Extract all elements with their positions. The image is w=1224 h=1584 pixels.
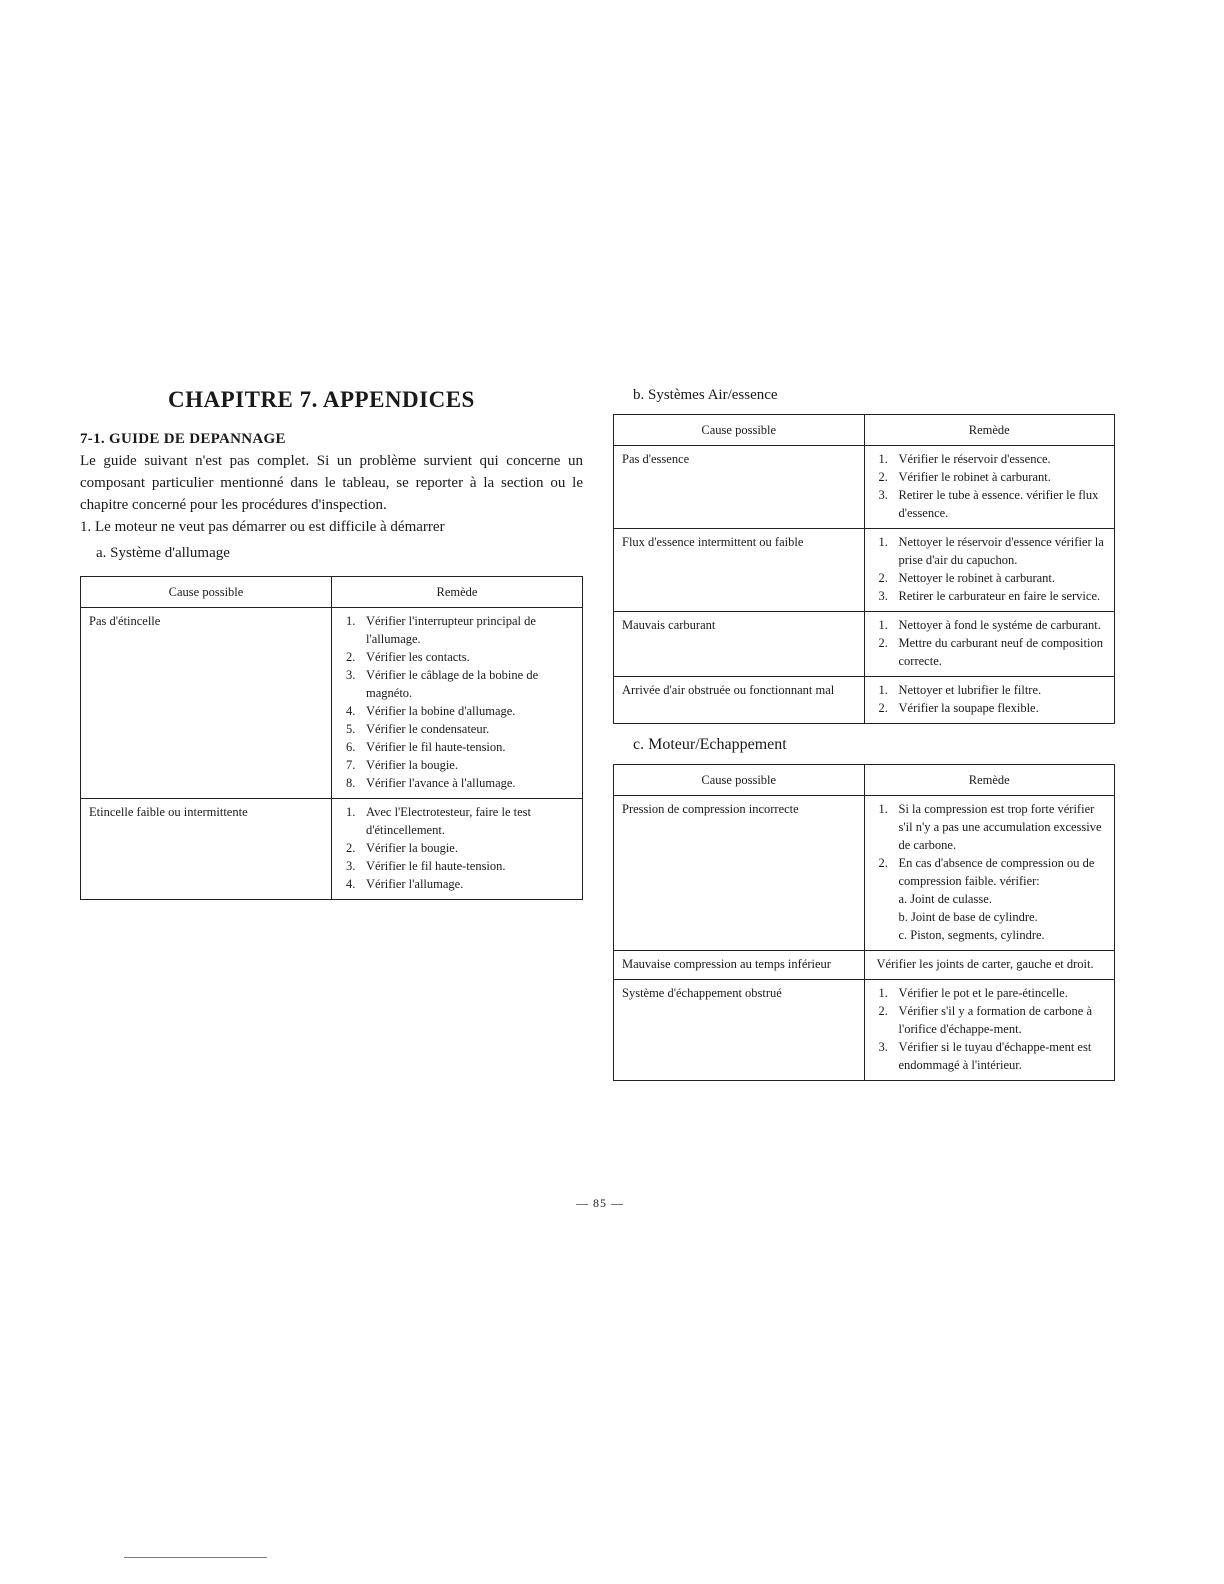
table-row: [614, 612, 1115, 677]
remedy-item: 2. Mettre du carburant neuf de composition correcte.: [878, 636, 1103, 668]
remedy-cell: [332, 608, 583, 799]
table-row: [81, 799, 583, 900]
table-row: [614, 796, 1115, 951]
cause-cell: Mauvaise compression au temps inférieur: [614, 951, 865, 980]
remedy-item: 4. Vérifier l'allumage.: [346, 877, 464, 891]
remedy-item: 3. Retirer le tube à essence. vérifier le flux d'essence.: [878, 488, 1099, 520]
cause-cell: Système d'échappement obstrué: [614, 980, 865, 1081]
remedy-item: 1. Vérifier le pot et le pare-étincelle.: [878, 986, 1068, 1000]
remedy-item: 8. Vérifier l'avance à l'allumage.: [346, 776, 516, 790]
remedy-cell: [864, 677, 1115, 724]
table-row: [614, 980, 1115, 1081]
problem-heading: 1. Le moteur ne veut pas démarrer ou est difficile à démarrer: [80, 519, 445, 535]
subsection-a-heading: a. Système d'allumage: [96, 545, 230, 561]
engine-exhaust-table: [613, 764, 1115, 1081]
cause-cell: Pas d'essence: [614, 446, 865, 529]
remedy-item: 1. Nettoyer et lubrifier le filtre.: [878, 683, 1042, 697]
table-row: [614, 446, 1115, 529]
column-header-remedy: Remède: [864, 415, 1115, 446]
cause-cell: Pas d'étincelle: [81, 608, 332, 799]
remedy-item: 1. Nettoyer à fond le systéme de carburant.: [878, 618, 1101, 632]
remedy-item: 2. Vérifier la bougie.: [346, 841, 458, 855]
sub-list: [879, 890, 1107, 944]
remedy-item: 5. Vérifier le condensateur.: [346, 722, 490, 736]
cause-cell: Pression de compression incorrecte: [614, 796, 865, 951]
remedy-item: 3. Vérifier si le tuyau d'échappe-ment est endommagé à l'intérieur.: [878, 1040, 1092, 1072]
column-header-remedy: Remède: [864, 765, 1115, 796]
remedy-item: 2. Vérifier les contacts.: [346, 650, 470, 664]
remedy-cell: Vérifier les joints de carter, gauche et droit.: [864, 951, 1115, 980]
remedy-item: 2. Vérifier la soupape flexible.: [878, 701, 1039, 715]
air-fuel-table: [613, 414, 1115, 724]
remedy-item: 1. Vérifier l'interrupteur principal de l'allumage.: [346, 614, 536, 646]
remedy-cell: [864, 529, 1115, 612]
remedy-cell: [864, 796, 1115, 951]
subsection-c-heading: c. Moteur/Echappement: [633, 736, 787, 753]
table-row: [81, 608, 583, 799]
remedy-item: 1. Vérifier le réservoir d'essence.: [878, 452, 1051, 466]
sub-item: b. Joint de base de cylindre.: [898, 910, 1038, 924]
intro-paragraph: Le guide suivant n'est pas complet. Si un problème survient qui concerne un composant particulier mentionné dans le tableau, se reporter à la section ou le chapitre concerné pour les procédures d'inspection.: [80, 453, 583, 513]
sub-item: c. Piston, segments, cylindre.: [898, 928, 1045, 942]
remedy-item: 1. Avec l'Electrotesteur, faire le test d'étincellement.: [346, 805, 531, 837]
chapter-title: CHAPITRE 7. APPENDICES: [168, 387, 475, 412]
remedy-item: 6. Vérifier le fil haute-tension.: [346, 740, 506, 754]
remedy-item: 2. Vérifier le robinet à carburant.: [878, 470, 1051, 484]
table-row: [614, 529, 1115, 612]
cause-cell: Mauvais carburant: [614, 612, 865, 677]
right-column: [613, 384, 1115, 1081]
column-header-cause: Cause possible: [614, 765, 865, 796]
bottom-rule: [124, 1557, 267, 1558]
remedy-item: 4. Vérifier la bobine d'allumage.: [346, 704, 516, 718]
ignition-table: [80, 576, 583, 900]
remedy-item: 1. Nettoyer le réservoir d'essence vérifier la prise d'air du capuchon.: [878, 535, 1104, 567]
remedy-cell: [864, 612, 1115, 677]
remedy-item: 3. Retirer le carburateur en faire le service.: [878, 589, 1101, 603]
table-row: [614, 677, 1115, 724]
remedy-item: 3. Vérifier le câblage de la bobine de magnéto.: [346, 668, 539, 700]
column-header-cause: Cause possible: [614, 415, 865, 446]
remedy-item: 7. Vérifier la bougie.: [346, 758, 458, 772]
subsection-b-heading: b. Systèmes Air/essence: [633, 387, 778, 403]
remedy-item: 1. Si la compression est trop forte vérifier s'il n'y a pas une accumulation excessive de carbone.: [878, 802, 1102, 852]
left-column: [80, 384, 583, 900]
section-title: 7-1. GUIDE DE DEPANNAGE: [80, 431, 286, 447]
remedy-item: 2. En cas d'absence de compression ou de compression faible. vérifier:: [878, 856, 1095, 888]
remedy-cell: [332, 799, 583, 900]
cause-cell: Arrivée d'air obstruée ou fonctionnant mal: [614, 677, 865, 724]
remedy-cell: [864, 980, 1115, 1081]
cause-cell: Etincelle faible ou intermittente: [81, 799, 332, 900]
remedy-item: 2. Nettoyer le robinet à carburant.: [878, 571, 1056, 585]
cause-cell: Flux d'essence intermittent ou faible: [614, 529, 865, 612]
remedy-item: 2. Vérifier s'il y a formation de carbone à l'orifice d'échappe-ment.: [878, 1004, 1092, 1036]
remedy-cell: [864, 446, 1115, 529]
table-row: [614, 951, 1115, 980]
sub-item: a. Joint de culasse.: [898, 892, 992, 906]
page-number: — 85 —: [576, 1196, 624, 1210]
column-header-remedy: Remède: [332, 577, 583, 608]
column-header-cause: Cause possible: [81, 577, 332, 608]
remedy-item: 3. Vérifier le fil haute-tension.: [346, 859, 506, 873]
